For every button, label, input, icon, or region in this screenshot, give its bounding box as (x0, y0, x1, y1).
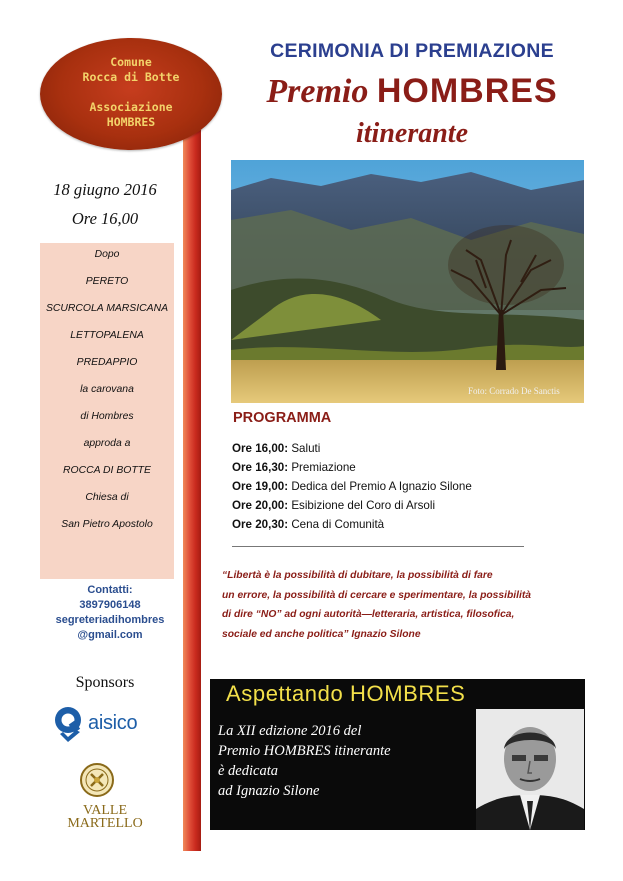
aisico-icon (54, 704, 86, 744)
program-activity: Esibizione del Coro di Arsoli (291, 499, 436, 512)
contact-phone: 3897906148 (79, 599, 141, 611)
quote-line: “Libertà è la possibilità di dubitare, la possibilità di fare (222, 570, 493, 581)
route-line: Dopo (94, 249, 120, 260)
aisico-logo (54, 704, 164, 744)
program-time: Ore 20,00: (232, 499, 289, 512)
event-time: Ore 16,00 (71, 209, 139, 228)
route-line: San Pietro Apostolo (61, 519, 153, 530)
contact-email-user: segreteriadihombres (55, 614, 165, 626)
banner-line: La XII edizione 2016 del (218, 723, 362, 739)
contact-email-domain: @gmail.com (77, 629, 143, 641)
contacts-label: Contatti: (87, 584, 133, 596)
landscape-photo (231, 160, 584, 403)
valle-martello-logo (60, 760, 150, 832)
program-item (232, 518, 384, 531)
route-line: Chiesa di (85, 492, 129, 503)
silone-quote (222, 566, 588, 644)
prize-subtitle: itinerante (355, 118, 468, 149)
organizer-badge (40, 38, 222, 150)
program-item (232, 499, 435, 512)
prize-title (232, 72, 592, 111)
badge-line-association: Associazione (89, 100, 173, 114)
valle-line: VALLE (82, 803, 128, 818)
landscape-image (231, 160, 584, 403)
prize-name: HOMBRES (376, 72, 558, 110)
decorative-vertical-bar (183, 130, 201, 851)
badge-line-town: Rocca di Botte (82, 70, 180, 84)
dedication-banner (210, 679, 585, 830)
program-activity: Saluti (291, 442, 321, 455)
program-item (232, 461, 356, 474)
badge-line-hombres: HOMBRES (106, 115, 156, 129)
martello-line: MARTELLO (67, 816, 143, 831)
program-time: Ore 19,00: (232, 480, 289, 493)
banner-line: ad Ignazio Silone (218, 783, 320, 799)
route-line: LETTOPALENA (70, 330, 144, 341)
program-activity: Dedica del Premio A Ignazio Silone (291, 480, 472, 493)
silone-portrait (476, 709, 584, 830)
banner-line: è dedicata (218, 763, 278, 779)
banner-line: Premio HOMBRES itinerante (218, 743, 391, 759)
badge-line-comune: Comune (110, 55, 152, 69)
route-line: approda a (83, 438, 131, 449)
valle-martello-icon (60, 760, 150, 802)
program-divider (232, 546, 524, 547)
route-box (40, 243, 174, 579)
quote-line: un errore, la possibilità di cercare e sperimentare, la possibilità (222, 589, 532, 601)
program-time: Ore 16,00: (232, 442, 289, 455)
quote-line: sociale ed anche politica” Ignazio Silone (222, 628, 421, 640)
event-date: 18 giugno 2016 (53, 180, 157, 199)
route-line: la carovana (80, 384, 134, 395)
programma-title: PROGRAMMA (233, 410, 332, 426)
program-time: Ore 20,30: (232, 518, 289, 531)
program-time: Ore 16,30: (232, 461, 289, 474)
program-activity: Cena di Comunità (291, 518, 385, 531)
program-activity: Premiazione (291, 461, 356, 474)
photo-credit: Foto: Corrado De Sanctis (468, 386, 560, 396)
quote-line: di dire “NO” ad ogni autorità—letteraria, artistica, filosofica, (222, 609, 515, 620)
prize-prefix: Premio (266, 73, 369, 110)
banner-title: Aspettando HOMBRES (226, 681, 466, 706)
route-line: SCURCOLA MARSICANA (45, 303, 168, 314)
route-line: ROCCA DI BOTTE (63, 465, 151, 476)
aisico-wordmark: aisico (88, 712, 138, 734)
ceremony-title: CERIMONIA DI PREMIAZIONE (270, 40, 554, 62)
program-item (232, 480, 472, 493)
sponsors-label: Sponsors (75, 674, 135, 691)
route-line: PREDAPPIO (76, 357, 138, 368)
program-item (232, 442, 320, 455)
route-line: PERETO (85, 276, 129, 287)
route-line: di Hombres (80, 411, 134, 422)
